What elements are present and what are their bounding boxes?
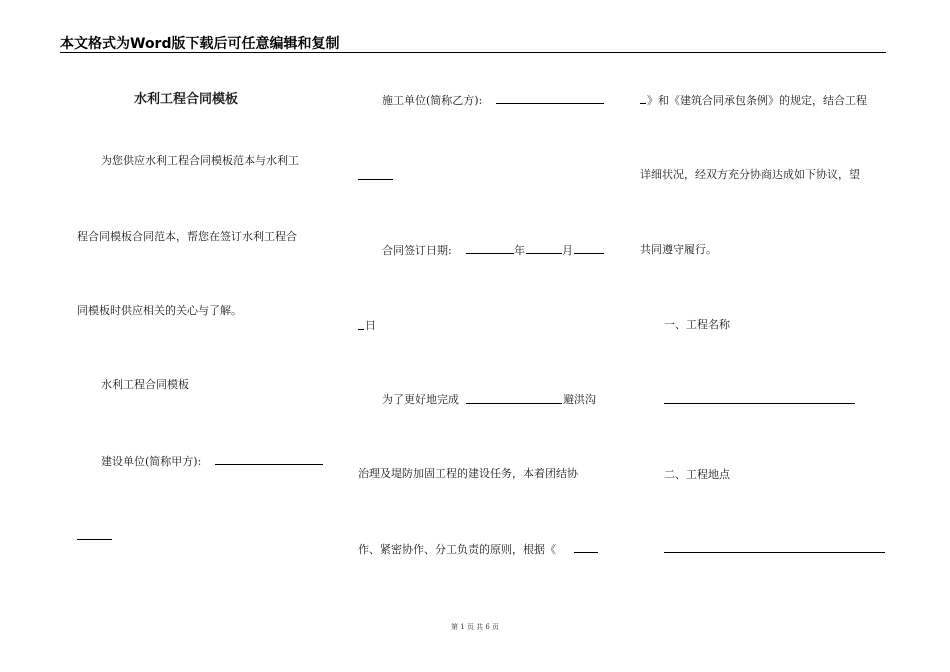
section-project-location: 二、工程地点: [664, 468, 730, 481]
purpose-line-3: 作、紧密协作、分工负责的原则，根据《: [358, 543, 556, 556]
party-b-blank: [496, 103, 604, 104]
date-year-blank: [466, 253, 514, 254]
party-b-label: 施工单位(简称乙方):: [382, 94, 483, 107]
party-a-label-text: 建设单位(简称甲方):: [101, 455, 202, 468]
law-name-blank: [574, 552, 598, 553]
party-a-blank: [215, 464, 323, 465]
purpose-suffix: 避洪沟: [563, 393, 596, 406]
subtitle: 水利工程合同模板: [101, 378, 189, 391]
project-location-field-blank: [664, 552, 885, 553]
party-b-blank-continued: [358, 179, 393, 180]
law-line-2: 详细状况，经双方充分协商达成如下协议，望: [640, 168, 860, 181]
law-line-3: 共同遵守履行。: [640, 243, 717, 256]
intro-line-3: 同模板时供应相关的关心与了解。: [77, 304, 242, 317]
date-day-unit: 日: [365, 319, 376, 332]
project-name-field-blank: [664, 403, 855, 404]
page-number: 第 1 页 共 6 页: [450, 623, 500, 631]
purpose-prefix: 为了更好地完成: [382, 393, 459, 406]
signing-date-label: 合同签订日期:: [382, 244, 452, 257]
law-name-blank-continued: [640, 103, 646, 104]
party-a-blank-continued: [77, 539, 112, 540]
section-project-name: 一、工程名称: [664, 318, 730, 331]
purpose-line-2: 治理及堤防加固工程的建设任务，本着团结协: [358, 467, 578, 480]
law-line-1: 》和《建筑合同承包条例》的规定，结合工程: [647, 94, 867, 107]
project-name-blank: [466, 403, 562, 404]
date-month-blank: [526, 253, 562, 254]
document-header-title: 本文格式为Word版下载后可任意编辑和复制: [60, 36, 340, 52]
intro-line-2: 程合同模板合同范本，帮您在签订水利工程合: [77, 230, 297, 243]
date-month-unit: 月: [562, 244, 573, 257]
party-a-label: [101, 455, 201, 469]
date-day-blank-continued: [358, 329, 364, 330]
contract-title: 水利工程合同模板: [134, 92, 239, 107]
date-year-unit: 年: [514, 244, 525, 257]
intro-line-1: 为您供应水利工程合同模板范本与水利工: [101, 154, 299, 167]
header-divider: [60, 52, 886, 53]
date-day-blank: [574, 253, 604, 254]
